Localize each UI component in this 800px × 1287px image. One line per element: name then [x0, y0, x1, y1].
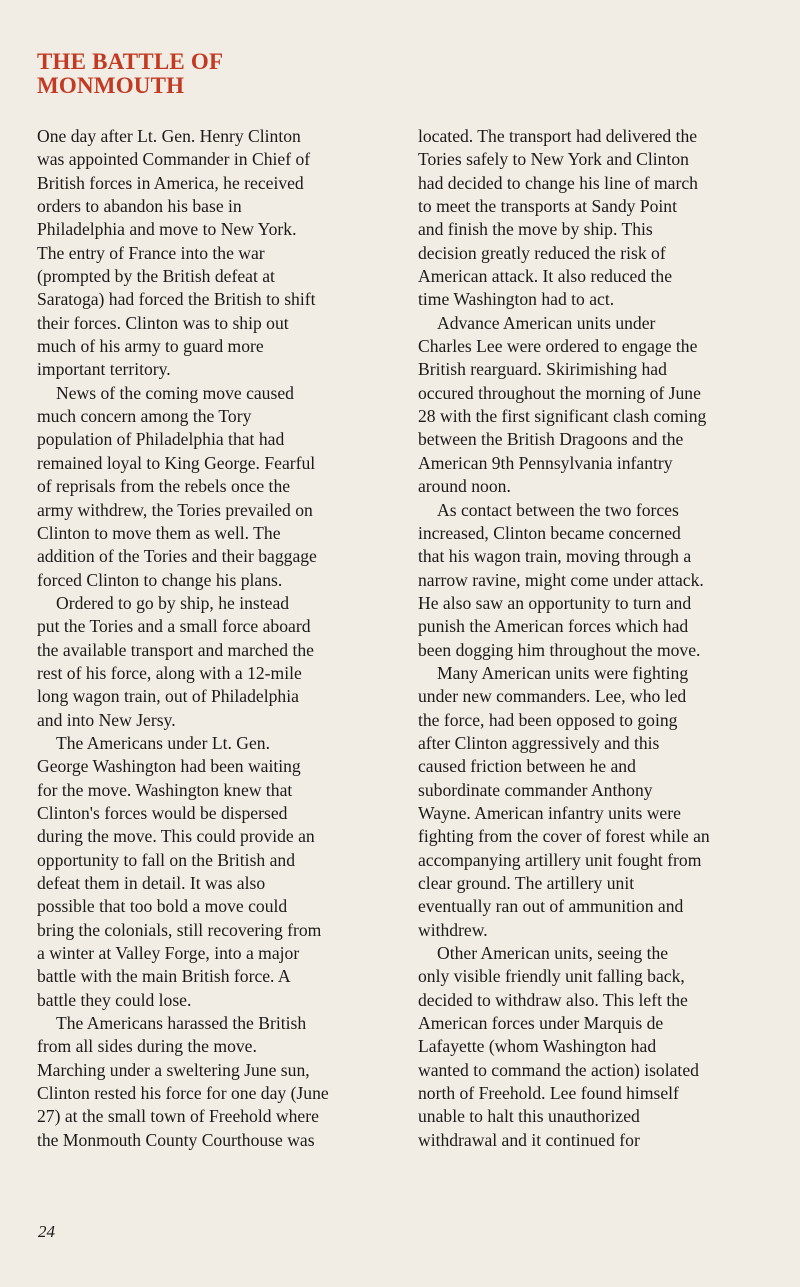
text-line: population of Philadelphia that had: [37, 429, 285, 450]
text-line: north of Freehold. Lee found himself: [418, 1083, 679, 1104]
text-line: defeat them in detail. It was also: [37, 873, 266, 893]
right-text-column: [418, 125, 763, 1152]
text-line: British forces in America, he received: [37, 172, 304, 193]
text-line: News of the coming move caused: [56, 382, 294, 403]
text-line: Other American units, seeing the: [437, 943, 669, 964]
text-line: orders to abandon his base in: [37, 196, 242, 217]
text-line: One day after Lt. Gen. Henry Clinton: [37, 126, 301, 146]
text-line: wanted to command the action) isolated: [418, 1059, 699, 1080]
text-line: that his wagon train, moving through a: [418, 546, 692, 567]
text-line: Ordered to go by ship, he instead: [56, 592, 290, 613]
text-line: Philadelphia and move to New York.: [37, 219, 297, 240]
text-line: long wagon train, out of Philadelphia: [37, 686, 299, 707]
text-line: accompanying artillery unit fought from: [418, 849, 702, 870]
text-line: The Americans under Lt. Gen.: [56, 732, 270, 753]
text-line: was appointed Commander in Chief of: [37, 149, 311, 170]
text-line: possible that too bold a move could: [37, 896, 288, 917]
article-title: [37, 50, 223, 98]
text-line: bring the colonials, still recovering from: [37, 919, 322, 940]
text-line: withdrew.: [418, 919, 488, 940]
text-line: Lafayette (whom Washington had: [418, 1036, 657, 1057]
text-line: Tories safely to New York and Clinton: [418, 149, 689, 170]
text-line: subordinate commander Anthony: [418, 779, 653, 800]
text-line: Saratoga) had forced the British to shift: [37, 289, 316, 310]
text-line: around noon.: [418, 476, 511, 497]
text-line: American attack. It also reduced the: [418, 266, 673, 287]
text-line: withdrawal and it continued for: [418, 1129, 640, 1150]
text-line: caused friction between he and: [418, 756, 636, 777]
text-line: much of his army to guard more: [37, 336, 264, 357]
text-line: increased, Clinton became concerned: [418, 522, 681, 543]
text-line: Clinton to move them as well. The: [37, 522, 281, 543]
text-line: under new commanders. Lee, who led: [418, 686, 687, 707]
text-line: during the move. This could provide an: [37, 826, 315, 847]
text-line: The Americans harassed the British: [56, 1013, 307, 1034]
text-line: 28 with the first significant clash coming: [418, 406, 707, 427]
text-line: British rearguard. Skirimishing had: [418, 359, 667, 380]
text-line: for the move. Washington knew that: [37, 779, 293, 800]
text-line: Clinton rested his force for one day (June: [37, 1083, 329, 1104]
text-line: and into New Jersy.: [37, 709, 176, 730]
text-line: been dogging him throughout the move.: [418, 639, 701, 660]
text-line: occured throughout the morning of June: [418, 382, 701, 403]
text-line: after Clinton aggressively and this: [418, 732, 660, 753]
text-line: had decided to change his line of march: [418, 172, 698, 193]
text-line: to meet the transports at Sandy Point: [418, 196, 677, 217]
text-line: the force, had been opposed to going: [418, 709, 678, 730]
text-line: rest of his force, along with a 12-mile: [37, 662, 302, 683]
text-line: battle with the main British force. A: [37, 966, 291, 987]
text-line: a winter at Valley Forge, into a major: [37, 943, 300, 964]
text-line: and finish the move by ship. This: [418, 219, 653, 240]
text-line: forced Clinton to change his plans.: [37, 569, 283, 590]
text-line: remained loyal to King George. Fearful: [37, 452, 316, 473]
text-line: American 9th Pennsylvania infantry: [418, 452, 673, 473]
text-line: American forces under Marquis de: [418, 1013, 664, 1034]
page-number: 24: [38, 1222, 55, 1241]
text-line: punish the American forces which had: [418, 616, 689, 637]
text-line: only visible friendly unit falling back,: [418, 966, 685, 987]
text-line: opportunity to fall on the British and: [37, 849, 296, 870]
text-line: battle they could lose.: [37, 989, 192, 1010]
text-line: He also saw an opportunity to turn and: [418, 592, 692, 613]
text-line: (prompted by the British defeat at: [37, 266, 275, 287]
text-line: decision greatly reduced the risk of: [418, 242, 666, 263]
text-line: The entry of France into the war: [37, 242, 265, 263]
text-line: Many American units were fighting: [437, 662, 689, 683]
text-line: put the Tories and a small force aboard: [37, 616, 311, 637]
text-line: narrow ravine, might come under attack.: [418, 569, 704, 590]
text-line: Clinton's forces would be dispersed: [37, 802, 288, 823]
text-line: Wayne. American infantry units were: [418, 802, 681, 823]
text-line: their forces. Clinton was to ship out: [37, 312, 289, 333]
title-line: MONMOUTH: [37, 73, 185, 98]
text-line: addition of the Tories and their baggage: [37, 546, 317, 567]
text-line: Marching under a sweltering June sun,: [37, 1059, 310, 1080]
text-line: clear ground. The artillery unit: [418, 873, 635, 893]
text-line: army withdrew, the Tories prevailed on: [37, 499, 313, 520]
text-line: Advance American units under: [437, 312, 656, 333]
text-line: George Washington had been waiting: [37, 756, 301, 777]
text-line: from all sides during the move.: [37, 1036, 257, 1057]
text-line: the Monmouth County Courthouse was: [37, 1129, 315, 1150]
text-line: time Washington had to act.: [418, 289, 615, 310]
text-line: important territory.: [37, 359, 171, 380]
text-line: located. The transport had delivered the: [418, 126, 698, 146]
text-line: eventually ran out of ammunition and: [418, 896, 684, 917]
text-line: unable to halt this unauthorized: [418, 1106, 640, 1127]
title-line: THE BATTLE OF: [37, 49, 224, 74]
left-text-column: [37, 125, 382, 1152]
text-line: Charles Lee were ordered to engage the: [418, 336, 698, 357]
text-line: fighting from the cover of forest while an: [418, 826, 710, 847]
text-line: decided to withdraw also. This left the: [418, 989, 688, 1010]
text-line: much concern among the Tory: [37, 406, 252, 427]
text-line: the available transport and marched the: [37, 639, 314, 660]
text-line: between the British Dragoons and the: [418, 429, 684, 450]
text-line: As contact between the two forces: [437, 499, 679, 520]
text-line: 27) at the small town of Freehold where: [37, 1106, 319, 1127]
text-line: of reprisals from the rebels once the: [37, 476, 291, 497]
